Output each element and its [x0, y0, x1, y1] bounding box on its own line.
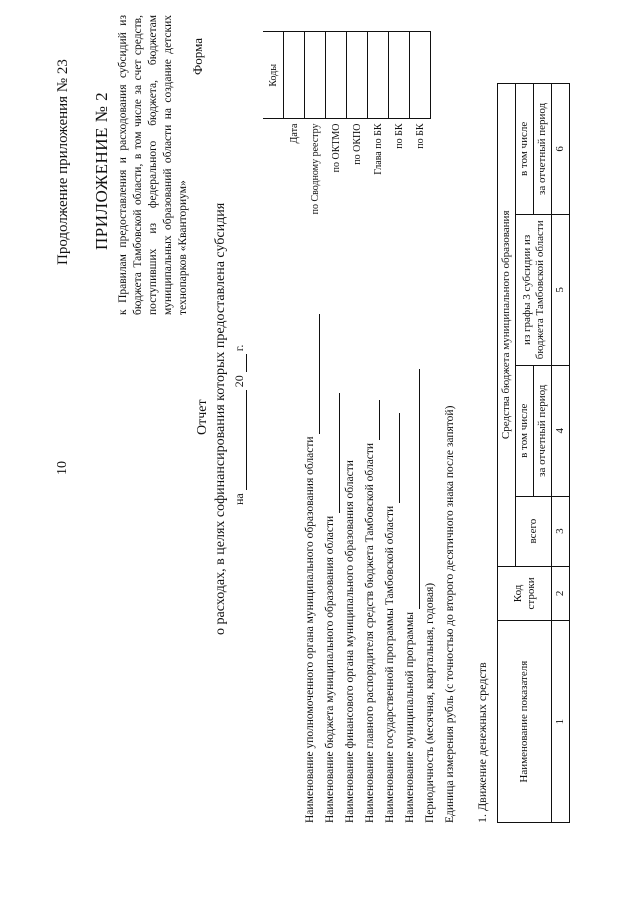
- col-total: всего: [516, 496, 552, 566]
- appendix-continuation: Продолжение приложения № 23: [55, 59, 71, 265]
- rules-reference: к Правилам предоставления и расходования субсидий из бюджета Тамбовской области, в том числе за счет средств, поступивших из федерального бюджета, бюджетам муниципальных образований области на создание детских технопарков «Кванториум»: [117, 15, 189, 315]
- codes-header: Коды: [263, 32, 284, 120]
- code-label: по БК: [414, 123, 426, 149]
- code-value: [305, 32, 326, 120]
- col-number: 3: [552, 496, 570, 566]
- cash-flow-table: [497, 83, 570, 823]
- col-period-1: за отчетный период: [534, 365, 552, 496]
- info-line: Наименование финансового органа муниципального образования области: [344, 460, 356, 823]
- col-incl-2: в том числе: [516, 84, 534, 215]
- code-value: [410, 32, 431, 120]
- report-date-line: [232, 345, 247, 505]
- date-prefix: на: [232, 493, 246, 505]
- code-label: по Сводному реестру: [309, 123, 321, 215]
- code-label: по ОКПО: [351, 123, 363, 165]
- appendix-title: ПРИЛОЖЕНИЕ № 2: [92, 91, 111, 250]
- info-line: Единица измерения рубль (с точностью до второго десятичного знака после запятой): [444, 405, 456, 823]
- report-subtitle: о расходах, в целях софинансирования которых предоставлена субсидия: [213, 202, 228, 635]
- code-value: [368, 32, 389, 120]
- report-title: Отчет: [195, 399, 210, 435]
- code-value: [347, 32, 368, 120]
- date-suffix: г.: [232, 344, 246, 352]
- date-blank: [234, 390, 247, 490]
- date-year: 20: [232, 375, 246, 388]
- year-blank: [234, 354, 247, 372]
- code-label: по БК: [393, 123, 405, 149]
- col-incl-1: в том числе: [516, 365, 534, 496]
- section-title: 1. Движение денежных средств: [475, 662, 489, 823]
- code-label: Дата: [288, 123, 300, 144]
- info-line: Наименование муниципальной программы: [400, 314, 420, 823]
- code-label: по ОКТМО: [330, 123, 342, 173]
- info-line: Наименование государственной программы Тамбовской области: [380, 314, 400, 823]
- info-line: Периодичность (месячная, квартальная, годовая): [424, 582, 436, 823]
- code-label: Глава по БК: [372, 123, 384, 175]
- col-group-header: Средства бюджета муниципального образования: [498, 84, 516, 567]
- report-info-lines: [300, 314, 460, 823]
- column-numbers-row: [552, 84, 570, 823]
- col-number: 1: [552, 621, 570, 823]
- col-number: 5: [552, 214, 570, 365]
- info-line: Наименование бюджета муниципального образования области: [320, 314, 340, 823]
- col-number: 6: [552, 84, 570, 215]
- col-indicator: Наименование показателя: [498, 621, 552, 823]
- code-value: [284, 32, 305, 120]
- code-value: [326, 32, 347, 120]
- info-line: Наименование уполномоченного органа муниципального образования области: [300, 314, 320, 823]
- info-line: Наименование главного распорядителя средств бюджета Тамбовской области: [360, 314, 380, 823]
- code-value: [389, 32, 410, 120]
- form-label: Форма: [190, 38, 205, 75]
- col-period-2: за отчетный период: [534, 84, 552, 215]
- col-from-subsidy: из графы 3 субсидии из бюджета Тамбовской области: [516, 214, 552, 365]
- col-number: 4: [552, 365, 570, 496]
- page-number: 10: [55, 461, 70, 475]
- col-code: Код строки: [498, 566, 552, 621]
- col-number: 2: [552, 566, 570, 621]
